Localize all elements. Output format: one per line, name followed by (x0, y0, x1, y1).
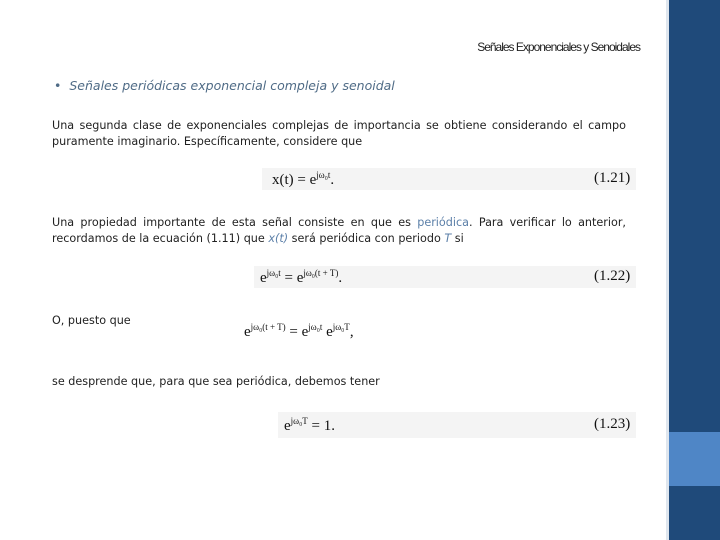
paragraph-4: se desprende que, para que sea periódica, debemos tener (52, 375, 380, 388)
sidebar-block-dark-top (666, 0, 720, 432)
slide-title: Señales Exponenciales y Senoidales (477, 40, 640, 54)
equation-4: $e^{j\omega_0T} = 1$. (284, 416, 335, 434)
bullet-text: Señales periódicas exponencial compleja y senoidal (69, 78, 395, 93)
decorative-sidebar (666, 0, 720, 540)
highlight-periodica: periódica (417, 216, 469, 229)
sidebar-block-light (666, 432, 720, 486)
paragraph-3: O, puesto que (52, 314, 131, 327)
paragraph-2: Una propiedad importante de esta señal consiste en que es periódica. Para verificar lo anterior, recordamos de la ecuación (1.11) que x(t) será periódica con periodo T si (52, 216, 626, 245)
equation-4-number: (1.23) (594, 416, 631, 432)
equation-2-number: (1.22) (594, 268, 631, 284)
equation-2: $e^{j\omega_0t} = e^{j\omega_0(t + T)}$. (260, 268, 343, 286)
sidebar-block-dark-bottom (666, 486, 720, 540)
bullet-heading (54, 78, 395, 93)
highlight-T: T (444, 232, 452, 245)
bullet-marker: • (54, 78, 62, 93)
sidebar-divider (666, 0, 669, 540)
equation-1-number: (1.21) (594, 170, 631, 186)
equation-3: $e^{j\omega_0(t + T)} = e^{j\omega_0t}$ $e^{j\omega_0T}$, (244, 322, 354, 340)
equation-1: $x(t) = e^{j\omega_0t}$. (272, 170, 335, 188)
paragraph-1: Una segunda clase de exponenciales complejas de importancia se obtiene considerando el campo puramente imaginario. Específicamente, considere que (52, 119, 626, 148)
highlight-xt: x(t) (268, 232, 289, 245)
